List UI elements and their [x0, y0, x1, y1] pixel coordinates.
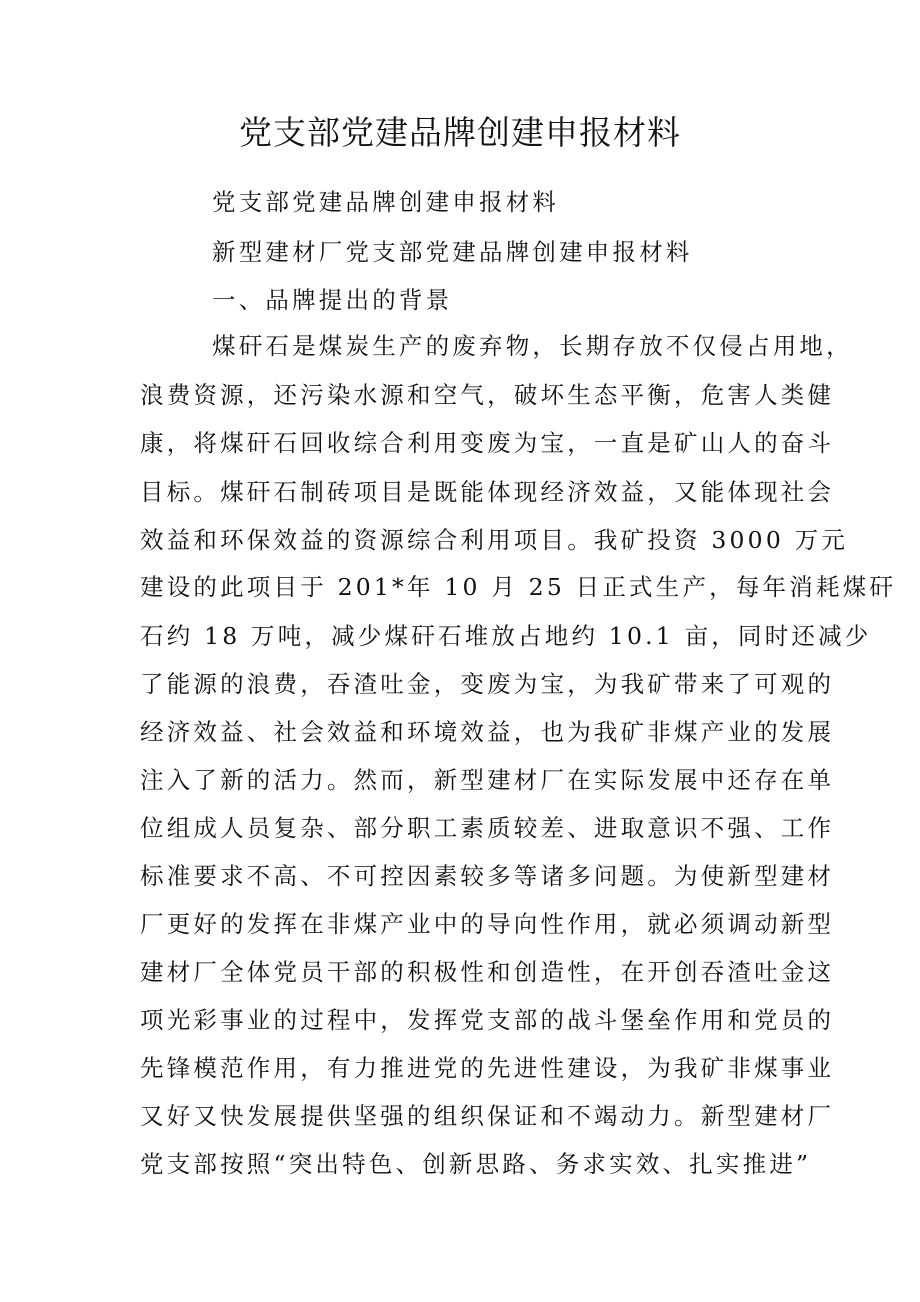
body-line: 位组成人员复杂、部分职工素质较差、进取意识不强、工作 — [140, 814, 835, 842]
body-line: 厂更好的发挥在非煤产业中的导向性作用，就必须调动新型 — [140, 910, 835, 938]
body-line: 了能源的浪费，吞渣吐金，变废为宝，为我矿带来了可观的 — [140, 670, 835, 698]
subtitle-line-2: 新型建材厂党支部党建品牌创建申报材料 — [212, 238, 693, 266]
section-heading: 一、品牌提出的背景 — [212, 286, 453, 314]
body-line: 又好又快发展提供坚强的组织保证和不竭动力。新型建材厂 — [140, 1102, 835, 1130]
body-line: 项光彩事业的过程中，发挥党支部的战斗堡垒作用和党员的 — [140, 1006, 835, 1034]
body-line: 先锋模范作用，有力推进党的先进性建设，为我矿非煤事业 — [140, 1054, 835, 1082]
body-line: 效益和环保效益的资源综合利用项目。我矿投资 3000 万元 — [140, 526, 849, 554]
body-line: 石约 18 万吨，减少煤矸石堆放占地约 10.1 亩，同时还减少 — [140, 622, 872, 650]
body-line: 党支部按照“突出特色、创新思路、务求实效、扎实推进” — [140, 1150, 812, 1178]
body-line: 建设的此项目于 201*年 10 月 25 日正式生产，每年消耗煤矸 — [140, 573, 897, 601]
body-line: 经济效益、社会效益和环境效益，也为我矿非煤产业的发展 — [140, 718, 835, 746]
body-line: 注入了新的活力。然而，新型建材厂在实际发展中还存在单 — [140, 766, 835, 794]
body-line: 煤矸石是煤炭生产的废弃物，长期存放不仅侵占用地， — [212, 332, 853, 360]
body-line: 标准要求不高、不可控因素较多等诸多问题。为使新型建材 — [140, 862, 835, 890]
body-line: 目标。煤矸石制砖项目是既能体现经济效益，又能体现社会 — [140, 478, 835, 506]
body-line: 建材厂全体党员干部的积极性和创造性，在开创吞渣吐金这 — [140, 958, 835, 986]
subtitle-line-1: 党支部党建品牌创建申报材料 — [212, 188, 560, 216]
body-line: 康，将煤矸石回收综合利用变废为宝，一直是矿山人的奋斗 — [140, 429, 835, 457]
body-line: 浪费资源，还污染水源和空气，破坏生态平衡，危害人类健 — [140, 381, 835, 409]
document-title: 党支部党建品牌创建申报材料 — [239, 113, 681, 152]
